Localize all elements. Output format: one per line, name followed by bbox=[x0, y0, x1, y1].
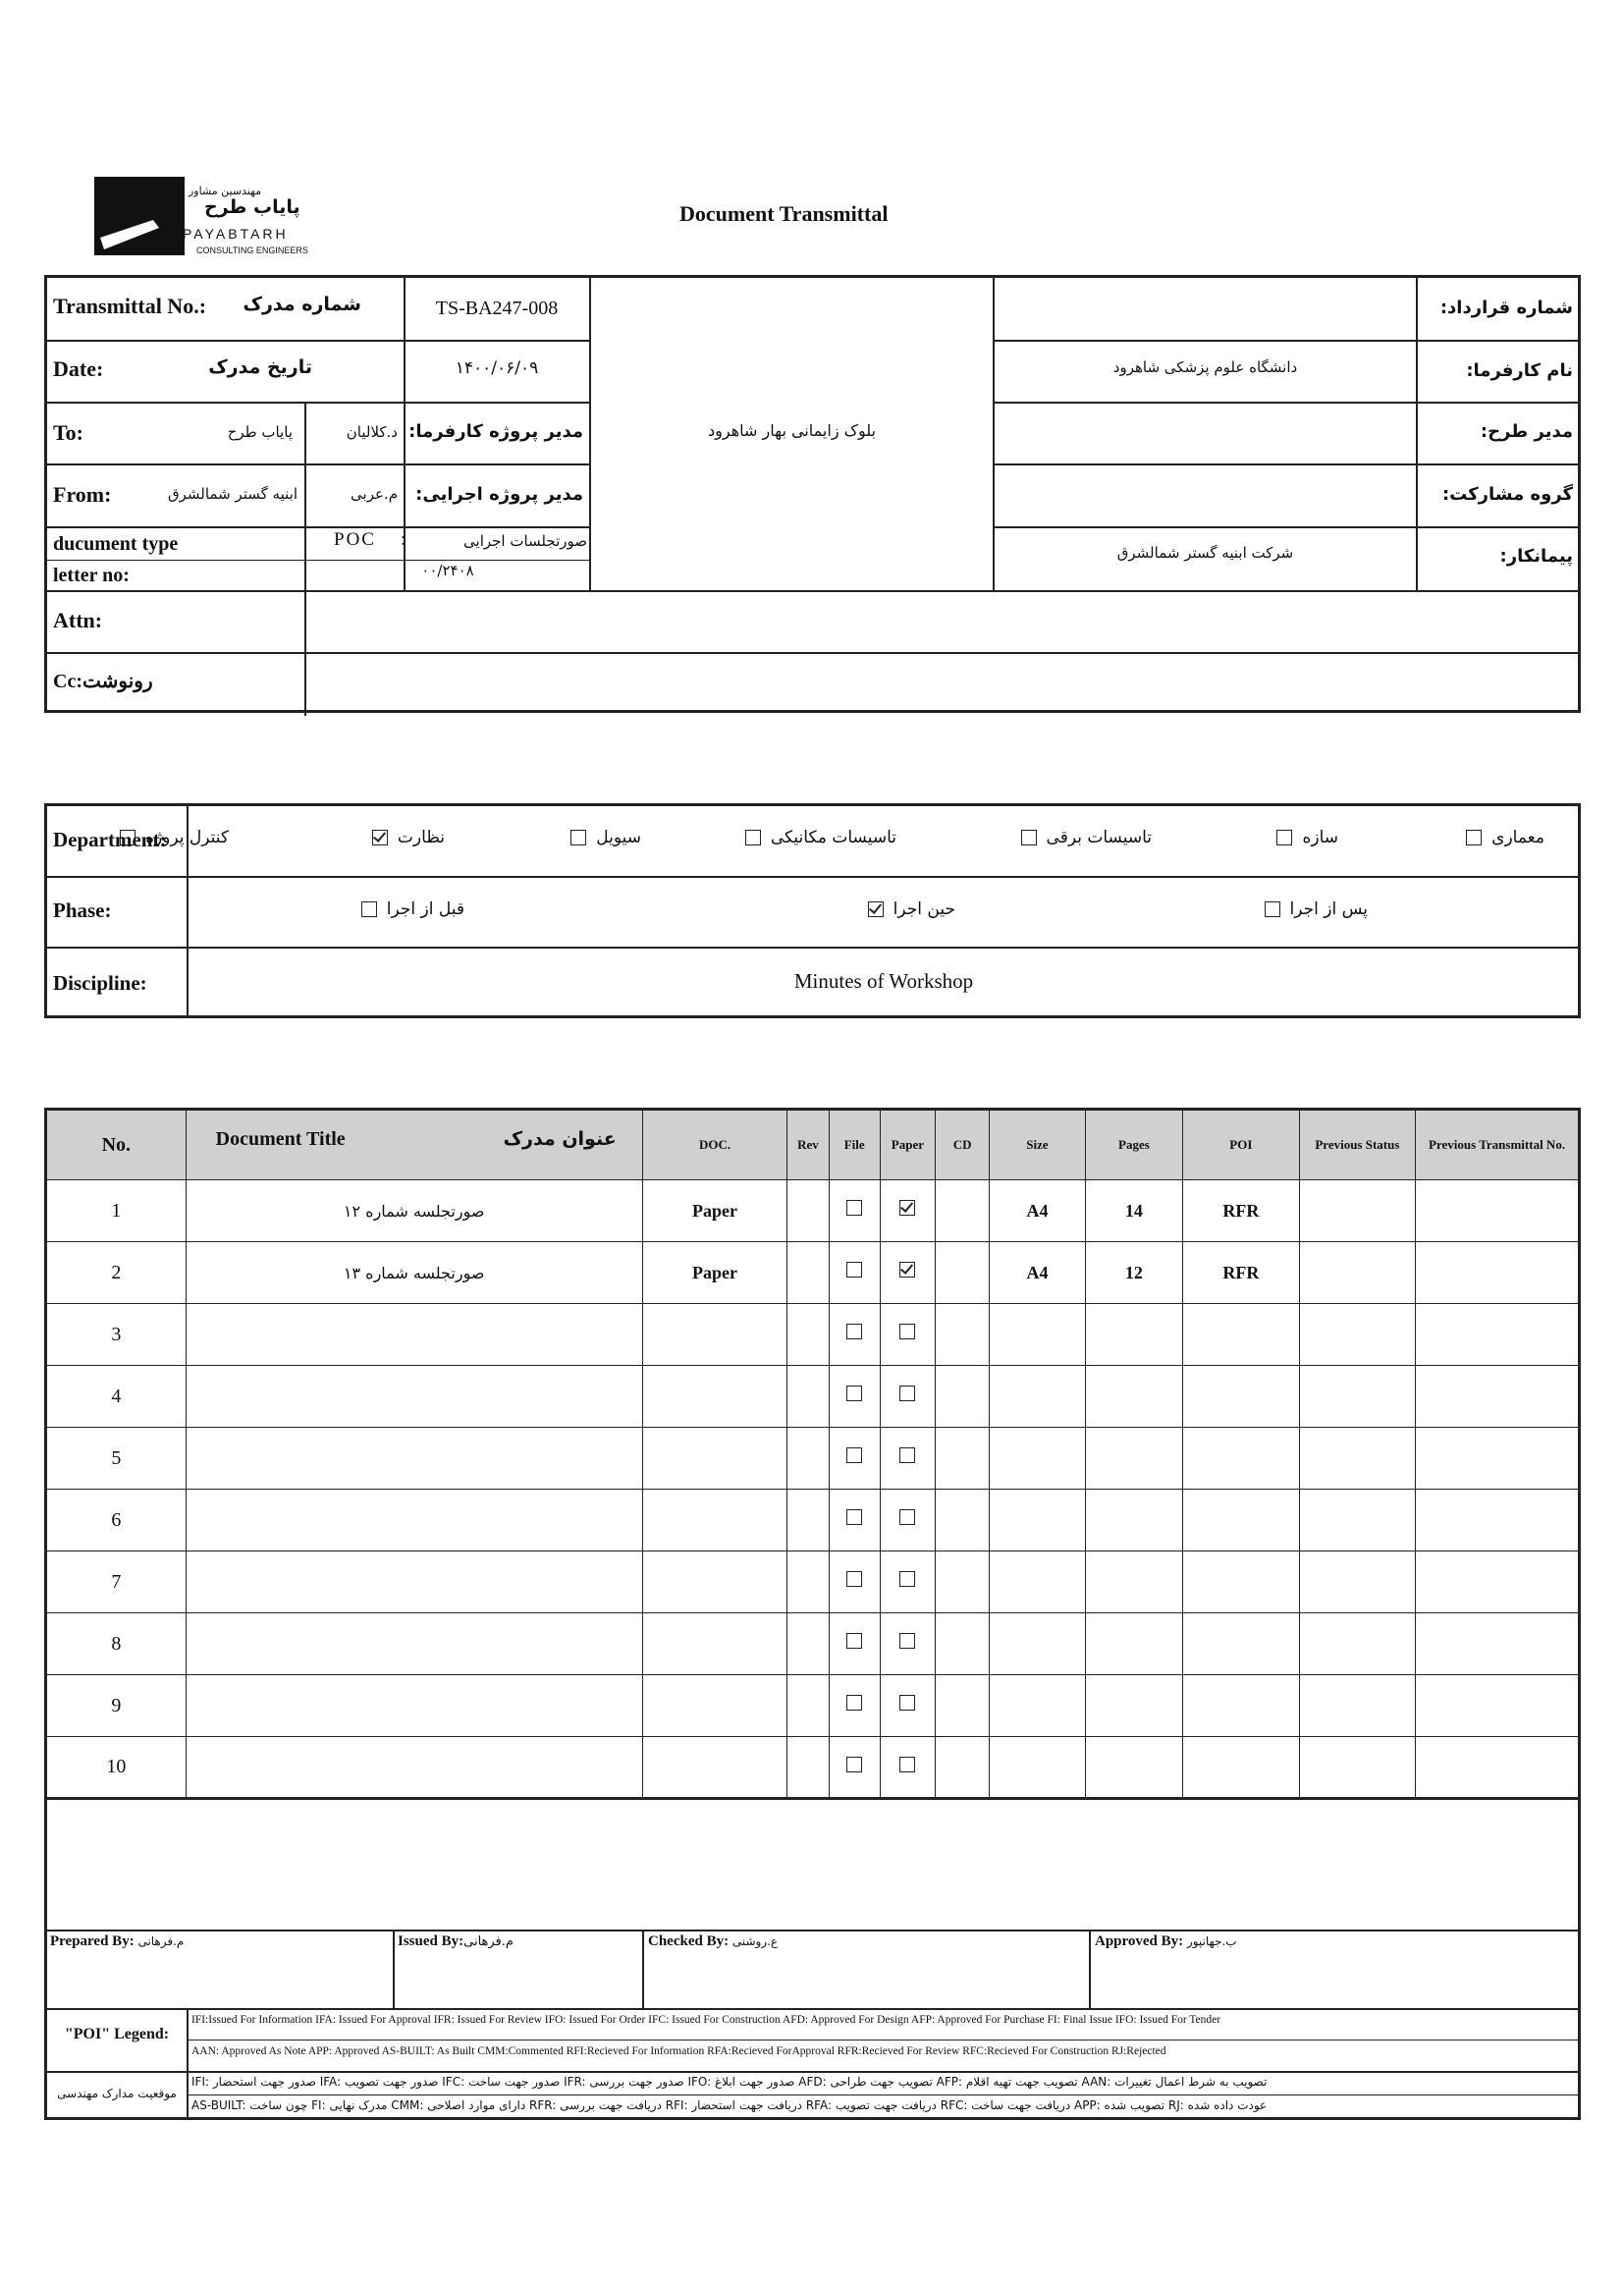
designer-pm-label: مدیر طرح: bbox=[1480, 421, 1573, 442]
row-prev-status bbox=[1299, 1366, 1416, 1428]
date-label-fa: تاریخ مدرک bbox=[208, 356, 312, 378]
row-paper bbox=[880, 1490, 935, 1551]
header-cd: CD bbox=[936, 1110, 990, 1180]
checkbox-icon[interactable] bbox=[120, 830, 135, 845]
department-option-label: معماری bbox=[1491, 828, 1544, 847]
phase-option-label: حین اجرا bbox=[893, 899, 955, 919]
row-cd bbox=[936, 1180, 990, 1242]
row-prev-status bbox=[1299, 1428, 1416, 1490]
row-paper bbox=[880, 1737, 935, 1799]
checkbox-checked-icon[interactable] bbox=[899, 1262, 915, 1278]
row-paper bbox=[880, 1551, 935, 1613]
poi-legend-label: "POI" Legend: bbox=[64, 2026, 170, 2042]
doc-type-separator: : bbox=[401, 529, 406, 550]
phase-option[interactable] bbox=[1255, 899, 1368, 919]
row-rev bbox=[787, 1428, 829, 1490]
row-poi bbox=[1183, 1613, 1300, 1675]
phase-option[interactable] bbox=[858, 899, 955, 919]
department-block bbox=[44, 803, 1581, 1018]
department-option[interactable] bbox=[1267, 828, 1338, 847]
legend-line-1: IFI:Issued For Information IFA: Issued For Approval IFR: Issued For Review IFO: Issued For Order IFC: Issued For Construction AFD: Approved For Design AFP: Approved For Purchase FI: Final Issue IFO: Issued For Tender bbox=[191, 2014, 1221, 2026]
discipline-value: Minutes of Workshop bbox=[793, 969, 974, 993]
client-label: نام کارفرما: bbox=[1466, 360, 1573, 381]
header-doc: DOC. bbox=[642, 1110, 787, 1180]
row-cd bbox=[936, 1613, 990, 1675]
transmittal-label: Transmittal No.: bbox=[53, 294, 207, 318]
table-row bbox=[46, 1180, 1580, 1242]
row-file bbox=[829, 1737, 880, 1799]
transmittal-label-fa: شماره مدرک bbox=[243, 294, 361, 315]
document-table bbox=[44, 1108, 1581, 1800]
row-title bbox=[186, 1304, 642, 1366]
department-option[interactable] bbox=[110, 828, 229, 847]
row-number: 10 bbox=[46, 1737, 187, 1799]
header-file: File bbox=[829, 1110, 880, 1180]
row-doc bbox=[642, 1490, 787, 1551]
checkbox-icon[interactable] bbox=[846, 1571, 862, 1587]
row-poi bbox=[1183, 1490, 1300, 1551]
legend-line-4: AS-BUILT: چون ساخت FI: مدرک نهایی CMM: دارای موارد اصلاحی RFR: دریافت جهت بررسی RFI: دریافت جهت استحضار RFA: دریافت جهت تصویب RFC: دریافت جهت ساخت APP: تصویب شده RJ: عودت داده شده bbox=[191, 2098, 1268, 2112]
department-options bbox=[145, 806, 1578, 876]
client-value: دانشگاه علوم پزشکی شاهرود bbox=[1112, 358, 1298, 376]
checkbox-icon[interactable] bbox=[899, 1695, 915, 1711]
department-option-label: تاسیسات مکانیکی bbox=[770, 828, 896, 847]
row-doc bbox=[642, 1366, 787, 1428]
row-number: 5 bbox=[46, 1428, 187, 1490]
row-prev-status bbox=[1299, 1551, 1416, 1613]
prepared-by: Prepared By: م.فرهانی bbox=[50, 1933, 185, 1949]
checkbox-icon[interactable] bbox=[846, 1447, 862, 1463]
contract-no-label: شماره قرارداد: bbox=[1439, 298, 1573, 318]
row-paper bbox=[880, 1242, 935, 1304]
to-label: To: bbox=[53, 420, 83, 445]
letter-no-value: ۰۰/۲۴۰۸ bbox=[421, 562, 474, 579]
checkbox-icon[interactable] bbox=[846, 1200, 862, 1216]
row-pages bbox=[1085, 1366, 1182, 1428]
row-title bbox=[186, 1490, 642, 1551]
row-rev bbox=[787, 1180, 829, 1242]
header-title-en: Document Title bbox=[215, 1128, 346, 1150]
logo-mark-icon bbox=[94, 177, 185, 255]
checkbox-icon[interactable] bbox=[899, 1509, 915, 1525]
row-rev bbox=[787, 1304, 829, 1366]
row-cd bbox=[936, 1366, 990, 1428]
row-prev-transmittal bbox=[1416, 1675, 1580, 1737]
row-prev-status bbox=[1299, 1180, 1416, 1242]
checkbox-icon[interactable] bbox=[1021, 830, 1037, 845]
checkbox-icon[interactable] bbox=[745, 830, 761, 845]
cc-label: Cc:رونوشت bbox=[53, 671, 153, 692]
row-prev-transmittal bbox=[1416, 1737, 1580, 1799]
row-poi bbox=[1183, 1675, 1300, 1737]
department-option-label: سیویل bbox=[596, 828, 641, 847]
checkbox-icon[interactable] bbox=[1466, 830, 1482, 845]
discipline-label: Discipline: bbox=[53, 971, 147, 995]
row-paper bbox=[880, 1180, 935, 1242]
checkbox-checked-icon[interactable] bbox=[372, 830, 388, 845]
checkbox-checked-icon[interactable] bbox=[899, 1200, 915, 1216]
checkbox-icon[interactable] bbox=[846, 1509, 862, 1525]
row-paper bbox=[880, 1428, 935, 1490]
row-cd bbox=[936, 1551, 990, 1613]
row-prev-transmittal bbox=[1416, 1613, 1580, 1675]
row-prev-status bbox=[1299, 1304, 1416, 1366]
checkbox-checked-icon[interactable] bbox=[868, 901, 884, 917]
department-option-label: تاسیسات برقی bbox=[1046, 828, 1152, 847]
row-pages bbox=[1085, 1490, 1182, 1551]
row-rev bbox=[787, 1551, 829, 1613]
row-prev-transmittal bbox=[1416, 1551, 1580, 1613]
checkbox-icon[interactable] bbox=[846, 1695, 862, 1711]
row-paper bbox=[880, 1613, 935, 1675]
doc-type-value: صورتجلسات اجرایی bbox=[463, 532, 587, 550]
row-file bbox=[829, 1675, 880, 1737]
row-rev bbox=[787, 1675, 829, 1737]
row-pages bbox=[1085, 1613, 1182, 1675]
phase-label: Phase: bbox=[53, 898, 112, 922]
row-file bbox=[829, 1613, 880, 1675]
row-number: 2 bbox=[46, 1242, 187, 1304]
row-prev-status bbox=[1299, 1613, 1416, 1675]
to-value: پایاب طرح bbox=[227, 423, 293, 441]
checkbox-icon[interactable] bbox=[899, 1571, 915, 1587]
table-row bbox=[46, 1304, 1580, 1366]
table-row bbox=[46, 1613, 1580, 1675]
row-doc bbox=[642, 1551, 787, 1613]
row-size bbox=[990, 1737, 1085, 1799]
checkbox-icon[interactable] bbox=[1265, 901, 1280, 917]
legend-line-2: AAN: Approved As Note APP: Approved AS-BUILT: As Built CMM:Commented RFI:Recieved For Information RFA:Recieved ForApproval RFR:Recieved For Review RFC:Recieved For Construction RJ:Rejected bbox=[191, 2045, 1166, 2057]
row-rev bbox=[787, 1737, 829, 1799]
department-option-label: سازه bbox=[1302, 828, 1338, 847]
row-prev-status bbox=[1299, 1675, 1416, 1737]
table-row bbox=[46, 1428, 1580, 1490]
row-cd bbox=[936, 1737, 990, 1799]
row-number: 3 bbox=[46, 1304, 187, 1366]
row-file bbox=[829, 1242, 880, 1304]
row-rev bbox=[787, 1366, 829, 1428]
row-poi bbox=[1183, 1737, 1300, 1799]
checkbox-icon[interactable] bbox=[846, 1633, 862, 1649]
row-size bbox=[990, 1613, 1085, 1675]
legend-line-3: IFI: صدور جهت استحضار IFA: صدور جهت تصویب IFC: صدور جهت ساخت IFR: صدور جهت بررسی IFO: صدور جهت ابلاغ AFD: تصویب جهت طراحی AFP: تصویب جهت تهیه اقلام AAN: تصویب به شرط اعمال تغییرات bbox=[191, 2075, 1268, 2089]
partner-label: گروه مشارکت: bbox=[1441, 484, 1573, 505]
row-poi bbox=[1183, 1428, 1300, 1490]
row-doc bbox=[642, 1737, 787, 1799]
row-paper bbox=[880, 1675, 935, 1737]
row-size bbox=[990, 1551, 1085, 1613]
client-pm-label: مدیر پروژه کارفرما: bbox=[408, 421, 583, 442]
transmittal-number: TS-BA247-008 bbox=[435, 298, 559, 319]
header-prev-transmittal: Previous Transmittal No. bbox=[1416, 1110, 1580, 1180]
row-doc: Paper bbox=[642, 1180, 787, 1242]
row-pages bbox=[1085, 1304, 1182, 1366]
header-poi: POI bbox=[1183, 1110, 1300, 1180]
header-size: Size bbox=[990, 1110, 1085, 1180]
checkbox-icon[interactable] bbox=[846, 1386, 862, 1401]
department-option[interactable] bbox=[561, 828, 641, 847]
row-doc: Paper bbox=[642, 1242, 787, 1304]
row-pages: 14 bbox=[1085, 1180, 1182, 1242]
checkbox-icon[interactable] bbox=[846, 1757, 862, 1772]
page-title: Document Transmittal bbox=[679, 201, 889, 226]
row-doc bbox=[642, 1675, 787, 1737]
checkbox-icon[interactable] bbox=[570, 830, 586, 845]
row-poi bbox=[1183, 1551, 1300, 1613]
row-prev-transmittal bbox=[1416, 1366, 1580, 1428]
approved-by: Approved By: ب.جهانپور bbox=[1095, 1933, 1237, 1949]
phase-option-label: پس از اجرا bbox=[1289, 899, 1368, 919]
row-rev bbox=[787, 1242, 829, 1304]
table-row bbox=[46, 1737, 1580, 1799]
row-file bbox=[829, 1490, 880, 1551]
header-rev: Rev bbox=[787, 1110, 829, 1180]
table-row bbox=[46, 1490, 1580, 1551]
row-size bbox=[990, 1675, 1085, 1737]
row-size bbox=[990, 1490, 1085, 1551]
header-paper: Paper bbox=[880, 1110, 935, 1180]
row-prev-status bbox=[1299, 1737, 1416, 1799]
checkbox-icon[interactable] bbox=[846, 1324, 862, 1339]
row-number: 1 bbox=[46, 1180, 187, 1242]
logo-en: PAYABTARH bbox=[183, 226, 289, 242]
checkbox-icon[interactable] bbox=[899, 1633, 915, 1649]
checkbox-icon[interactable] bbox=[899, 1386, 915, 1401]
row-title bbox=[186, 1551, 642, 1613]
department-option[interactable] bbox=[1456, 828, 1544, 847]
row-cd bbox=[936, 1490, 990, 1551]
row-pages bbox=[1085, 1428, 1182, 1490]
row-number: 4 bbox=[46, 1366, 187, 1428]
row-size bbox=[990, 1304, 1085, 1366]
from-label: From: bbox=[53, 482, 112, 507]
logo-subtitle: CONSULTING ENGINEERS bbox=[196, 245, 308, 255]
checkbox-icon[interactable] bbox=[899, 1447, 915, 1463]
doc-type-code: POC bbox=[334, 529, 376, 550]
row-prev-transmittal bbox=[1416, 1180, 1580, 1242]
row-title bbox=[186, 1366, 642, 1428]
department-option-label: کنترل پروژه bbox=[145, 828, 229, 847]
table-row bbox=[46, 1551, 1580, 1613]
row-cd bbox=[936, 1242, 990, 1304]
row-pages bbox=[1085, 1551, 1182, 1613]
row-poi bbox=[1183, 1304, 1300, 1366]
row-pages bbox=[1085, 1675, 1182, 1737]
header-prev-status: Previous Status bbox=[1299, 1110, 1416, 1180]
row-file bbox=[829, 1551, 880, 1613]
row-poi bbox=[1183, 1366, 1300, 1428]
department-label: Department: bbox=[53, 828, 167, 851]
info-block bbox=[44, 275, 1581, 713]
row-title bbox=[186, 1737, 642, 1799]
checkbox-icon[interactable] bbox=[361, 901, 377, 917]
row-rev bbox=[787, 1490, 829, 1551]
checkbox-icon[interactable] bbox=[846, 1262, 862, 1278]
row-file bbox=[829, 1366, 880, 1428]
row-prev-status bbox=[1299, 1490, 1416, 1551]
row-file bbox=[829, 1304, 880, 1366]
row-pages: 12 bbox=[1085, 1242, 1182, 1304]
row-paper bbox=[880, 1304, 935, 1366]
row-rev bbox=[787, 1613, 829, 1675]
row-title: صورتجلسه شماره ۱۳ bbox=[186, 1242, 642, 1304]
row-pages bbox=[1085, 1737, 1182, 1799]
logo-fa-top: مهندسین مشاور bbox=[189, 185, 262, 197]
row-size bbox=[990, 1366, 1085, 1428]
footer-block bbox=[44, 1800, 1581, 2120]
table-row bbox=[46, 1675, 1580, 1737]
row-doc bbox=[642, 1613, 787, 1675]
from-value: ابنیه گستر شمالشرق bbox=[168, 485, 298, 503]
row-number: 7 bbox=[46, 1551, 187, 1613]
logo-fa: پایاب طرح bbox=[204, 196, 300, 218]
row-title: صورتجلسه شماره ۱۲ bbox=[186, 1180, 642, 1242]
row-title bbox=[186, 1428, 642, 1490]
date-label: Date: bbox=[53, 356, 104, 381]
row-prev-status bbox=[1299, 1242, 1416, 1304]
doc-type-label: ducument type bbox=[53, 533, 179, 555]
row-size bbox=[990, 1428, 1085, 1490]
row-doc bbox=[642, 1304, 787, 1366]
company-logo bbox=[94, 177, 320, 261]
header-pages: Pages bbox=[1085, 1110, 1182, 1180]
row-title bbox=[186, 1613, 642, 1675]
letter-no-label: letter no: bbox=[53, 565, 130, 586]
status-legend-label: موقعیت مدارک مهندسی bbox=[57, 2087, 177, 2100]
checkbox-icon[interactable] bbox=[899, 1757, 915, 1772]
row-prev-transmittal bbox=[1416, 1490, 1580, 1551]
row-size: A4 bbox=[990, 1242, 1085, 1304]
row-doc bbox=[642, 1428, 787, 1490]
to-person: د.کلالیان bbox=[346, 423, 398, 441]
checked-by: Checked By: ع.روشنی bbox=[648, 1933, 779, 1949]
row-number: 6 bbox=[46, 1490, 187, 1551]
row-size: A4 bbox=[990, 1180, 1085, 1242]
table-row bbox=[46, 1242, 1580, 1304]
contractor-label: پیمانکار: bbox=[1499, 546, 1573, 567]
phase-options bbox=[189, 878, 1578, 947]
table-row bbox=[46, 1366, 1580, 1428]
date-value: ۱۴۰۰/۰۶/۰۹ bbox=[455, 358, 539, 378]
issued-by: Issued By:م.فرهانی bbox=[398, 1933, 514, 1949]
checkbox-icon[interactable] bbox=[899, 1324, 915, 1339]
department-option[interactable] bbox=[1011, 828, 1152, 847]
project-name: بلوک زایمانی بهار شاهرود bbox=[708, 421, 876, 440]
checkbox-icon[interactable] bbox=[1276, 830, 1292, 845]
header-title bbox=[186, 1110, 642, 1180]
department-option[interactable] bbox=[735, 828, 896, 847]
row-file bbox=[829, 1428, 880, 1490]
exec-pm-label: مدیر پروژه اجرایی: bbox=[415, 484, 583, 505]
row-cd bbox=[936, 1428, 990, 1490]
row-prev-transmittal bbox=[1416, 1428, 1580, 1490]
row-cd bbox=[936, 1675, 990, 1737]
department-option[interactable] bbox=[362, 828, 445, 847]
phase-option-label: قبل از اجرا bbox=[386, 899, 464, 919]
department-option-label: نظارت bbox=[397, 828, 445, 847]
row-title bbox=[186, 1675, 642, 1737]
row-paper bbox=[880, 1366, 935, 1428]
row-prev-transmittal bbox=[1416, 1304, 1580, 1366]
contractor-value: شرکت ابنیه گستر شمالشرق bbox=[1116, 544, 1294, 562]
row-cd bbox=[936, 1304, 990, 1366]
row-poi: RFR bbox=[1183, 1180, 1300, 1242]
row-number: 8 bbox=[46, 1613, 187, 1675]
attn-label: Attn: bbox=[53, 608, 103, 632]
phase-option[interactable] bbox=[352, 899, 464, 919]
header-title-fa: عنوان مدرک bbox=[503, 1128, 617, 1150]
row-number: 9 bbox=[46, 1675, 187, 1737]
from-person: م.عربی bbox=[351, 485, 398, 503]
header-no: No. bbox=[46, 1110, 187, 1180]
row-prev-transmittal bbox=[1416, 1242, 1580, 1304]
row-file bbox=[829, 1180, 880, 1242]
row-poi: RFR bbox=[1183, 1242, 1300, 1304]
